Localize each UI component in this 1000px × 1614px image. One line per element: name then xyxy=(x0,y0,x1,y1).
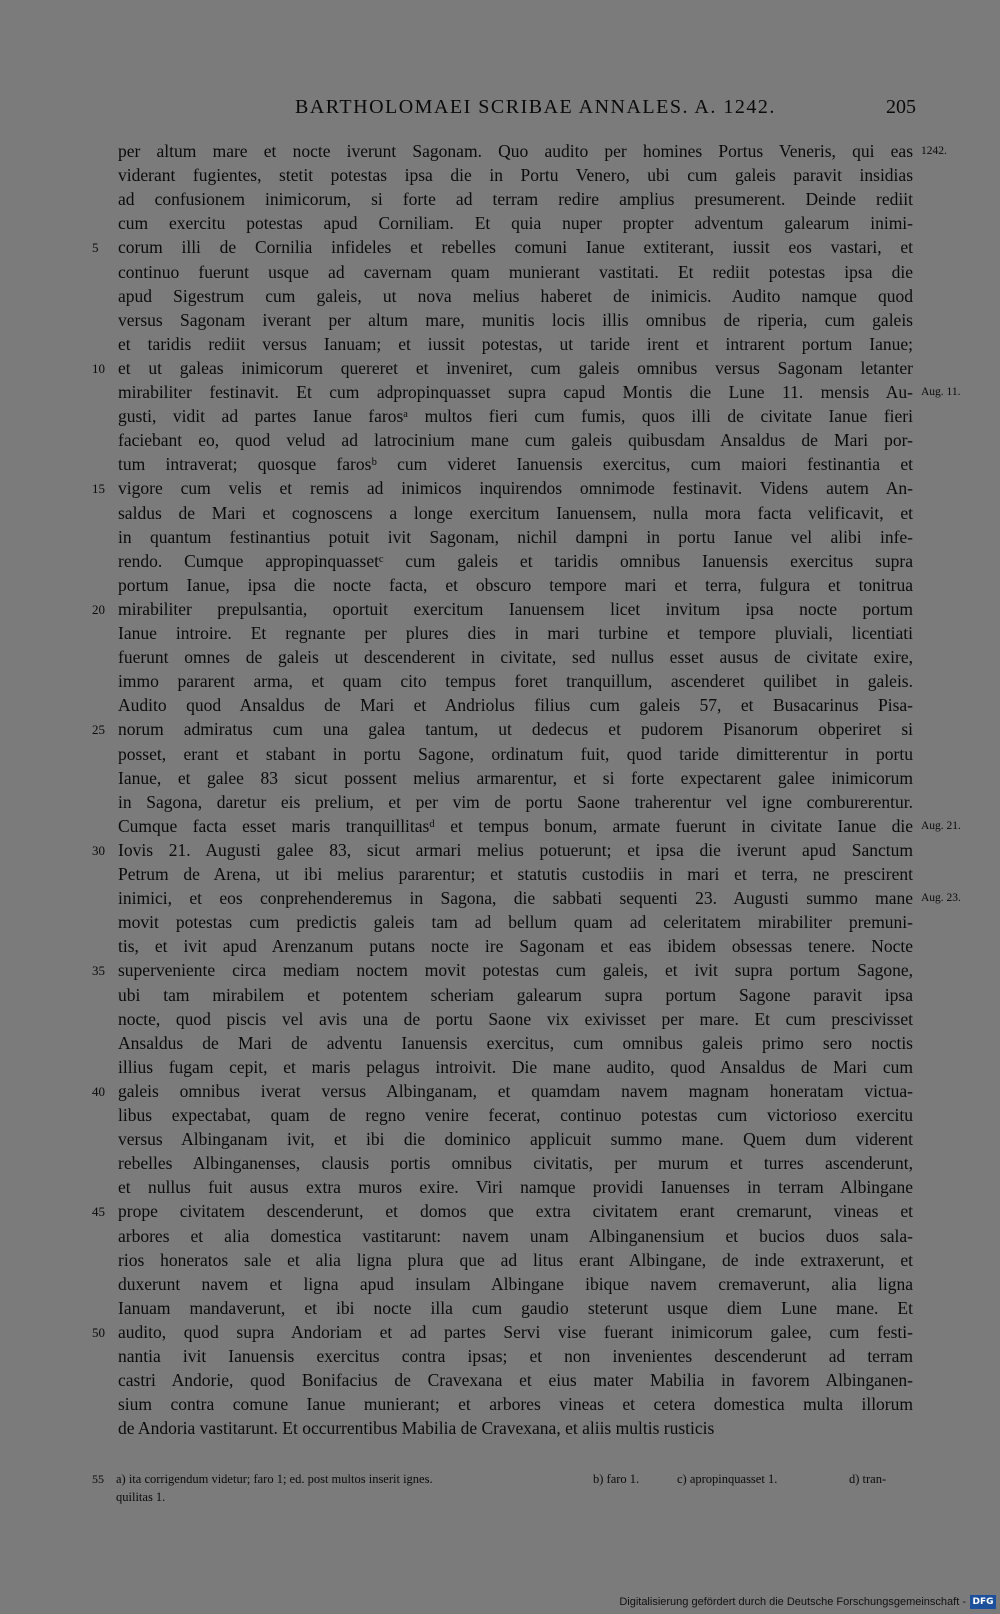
line-number: 15 xyxy=(92,481,105,497)
text-line xyxy=(0,1031,1000,1055)
line-text: immo pararent arma, et quam cito tempus foret tranquillum, ascenderet quilibet in galeis. xyxy=(118,671,913,692)
line-text: versus Sagonam iverant per altum mare, munitis locis illis omnibus de riperia, cum galeis xyxy=(118,309,913,330)
line-text: et taridis rediit versus Ianuam; et iussit potestas, ut taride irent et intrarent portum Ianue; xyxy=(118,333,913,354)
line-text: vigore cum velis et remis ad inimicos inquirendos omnimode festinavit. Videns autem An- xyxy=(118,478,913,499)
text-line xyxy=(0,934,1000,958)
line-text: castri Andorie, quod Bonifacius de Cravexana et eius mater Mabilia in favorem Albinganen- xyxy=(118,1370,913,1391)
text-line xyxy=(0,187,1000,211)
line-text: in Sagona, daretur eis prelium, et per vim de portu Saone traherentur vel igne comburerentur. xyxy=(118,791,913,812)
line-number: 40 xyxy=(92,1083,105,1099)
text-line xyxy=(0,452,1000,476)
text-line xyxy=(0,983,1000,1007)
text-line xyxy=(0,1224,1000,1248)
line-text: movit potestas cum predictis galeis tam ad bellum quam ad celeritatem mirabiliter premuni- xyxy=(118,912,913,933)
line-text: Ianue, et galee 83 sicut possent melius armarentur, et si forte expectarent galee inimicorum xyxy=(118,767,913,788)
line-text: Ianuam mandaverunt, et ibi nocte illa cum gaudio steterunt usque diem Lune mane. Et xyxy=(118,1297,913,1318)
text-line xyxy=(0,958,1000,982)
line-text: galeis omnibus iverat versus Albinganam, et quamdam navem magnam honeratam victua- xyxy=(118,1080,913,1101)
line-text: nocte, quod piscis vel avis una de portu Saone vix exivisset per mare. Et cum prescivisset xyxy=(118,1008,913,1029)
text-line xyxy=(0,1199,1000,1223)
line-text: Ianue introire. Et regnante per plures dies in mari turbine et tempore pluviali, licentiati xyxy=(118,623,913,643)
margin-date-note: Aug. 21. xyxy=(921,819,961,832)
text-line xyxy=(0,1248,1000,1272)
line-text: tis, et ivit apud Arenzanum putans nocte ire Sagonam et eas ibidem obsessas tenere. Nocte xyxy=(118,936,913,957)
text-line xyxy=(0,211,1000,235)
text-line xyxy=(0,597,1000,621)
line-text: et ut galeas inimicorum quereret et inveniret, cum galeis omnibus versus Sagonam letanter xyxy=(118,357,913,378)
text-line xyxy=(0,1296,1000,1320)
line-text: inimici, et eos conprehenderemus in Sagona, die sabbati sequenti 23. Augusti summo mane xyxy=(118,888,913,909)
line-text: duxerunt navem et ligna apud insulam Albingane ibique navem cremaverunt, alia ligna xyxy=(118,1273,913,1294)
text-line xyxy=(0,549,1000,573)
text-line xyxy=(0,428,1000,452)
dfg-logo-icon: DFG xyxy=(970,1595,996,1609)
text-line xyxy=(0,717,1000,741)
line-text: illius fugam cepit, et maris pelagus introivit. Die mane audito, quod Ansaldus de Mari cum xyxy=(118,1056,913,1077)
line-number: 45 xyxy=(92,1204,105,1220)
line-number: 5 xyxy=(92,240,99,256)
text-line xyxy=(0,693,1000,717)
text-line xyxy=(0,235,1000,259)
line-text: rebelles Albinganenses, clausis portis omnibus civitatis, per murum et turres ascenderunt, xyxy=(118,1153,913,1174)
page-header xyxy=(90,96,916,126)
page-number: 205 xyxy=(886,96,916,118)
line-text: posset, erant et stabant in portu Sagone, ordinatum fuit, quod taride dimitterentur in portu xyxy=(118,743,913,764)
text-line xyxy=(0,163,1000,187)
line-text: versus Albinganam ivit, et ibi die dominico applicuit summo mane. Quem dum viderent xyxy=(118,1129,913,1150)
footer-text: Digitalisierung gefördert durch die Deutsche Forschungsgemeinschaft - xyxy=(619,1596,966,1608)
line-text: Petrum de Arena, ut ibi melius pararentur; et statutis custodiis in mari et terra, ne prescirent xyxy=(118,864,913,884)
footnote-line-number: 55 xyxy=(92,1472,104,1486)
line-text: continuo fuerunt usque ad cavernam quam munierant vastitati. Et rediit potestas ipsa die xyxy=(118,261,913,282)
line-text: cum exercitu potestas apud Corniliam. Et quia nuper propter adventum galearum inimi- xyxy=(118,213,913,234)
line-text: de Andoria vastitarunt. Et occurrentibus Mabilia de Cravexana, et aliis multis rusticis xyxy=(118,1418,715,1439)
text-line xyxy=(0,1344,1000,1368)
text-line xyxy=(0,404,1000,428)
footnote-d-continuation: quilitas 1. xyxy=(116,1490,166,1504)
text-line xyxy=(0,1416,1000,1440)
line-text: nantia ivit Ianuensis exercitus contra ipsas; et non invenientes descenderunt ad terram xyxy=(118,1346,913,1366)
line-text: prope civitatem descenderunt, et domos que extra civitatem erant cremarunt, vineas et xyxy=(118,1201,913,1222)
line-text: rios honeratos sale et alia ligna plura que ad litus erant Albingane, de inde extraxerunt, et xyxy=(118,1249,913,1270)
line-text: Cumque facta esset maris tranquillitasᵈ et tempus bonum, armate fuerunt in civitate Ianue die xyxy=(118,815,913,836)
running-head: BARTHOLOMAEI SCRIBAE ANNALES. A. 1242. xyxy=(295,96,776,118)
text-line xyxy=(0,886,1000,910)
line-text: rendo. Cumque appropinquassetᶜ cum galeis et taridis omnibus Ianuensis exercitus supra xyxy=(118,550,913,571)
line-text: et nullus fuit ausus extra muros exire. Viri namque providi Ianuenses in terram Albingane xyxy=(118,1177,913,1198)
text-line xyxy=(0,621,1000,645)
line-number: 20 xyxy=(92,601,105,617)
line-number: 10 xyxy=(92,360,105,376)
line-text: norum admiratus cum una galea tantum, ut dedecus et pudorem Pisanorum obperiret si xyxy=(118,719,913,740)
text-line xyxy=(0,669,1000,693)
line-text: corum illi de Cornilia infideles et rebelles comuni Ianue extiterant, iussit eos vastari, et xyxy=(118,237,913,258)
line-text: Iovis 21. Augusti galee 83, sicut armari melius potuerunt; et ipsa die iverunt apud Sanctum xyxy=(118,839,913,860)
line-text: per altum mare et nocte iverunt Sagonam. Quo audito per homines Portus Veneris, qui eas xyxy=(118,141,913,161)
line-text: superveniente circa mediam noctem movit potestas cum galeis, et ivit supra portum Sagone, xyxy=(118,960,913,981)
text-line xyxy=(0,1103,1000,1127)
footnote-c: c) apropinquasset 1. xyxy=(677,1472,778,1486)
text-line xyxy=(0,380,1000,404)
text-line xyxy=(0,814,1000,838)
line-text: saldus de Mari et cognoscens a longe exercitum Ianuensem, nulla mora facta velificavit, et xyxy=(118,502,913,523)
line-text: ad confusionem inimicorum, si forte ad terram redire amplius presumerent. Deinde rediit xyxy=(118,189,913,210)
text-line xyxy=(0,1272,1000,1296)
line-text: mirabiliter prepulsantia, oportuit exercitum Ianuensem licet invitum ipsa nocte portum xyxy=(118,598,913,619)
line-text: audito, quod supra Andoriam et ad partes Servi vise fuerant inimicorum galee, cum festi- xyxy=(118,1321,913,1342)
line-text: mirabiliter festinavit. Et cum adpropinquasset supra capud Montis die Lune 11. mensis Au- xyxy=(118,382,913,402)
text-line xyxy=(0,742,1000,766)
text-line xyxy=(0,501,1000,525)
text-line xyxy=(0,573,1000,597)
text-line xyxy=(0,476,1000,500)
line-text: faciebant eo, quod velud ad latrocinium mane cum galeis quibusdam Ansaldus de Mari por- xyxy=(118,430,913,451)
margin-date-note: Aug. 23. xyxy=(921,892,961,905)
line-text: fuerunt omnes de galeis ut descenderent in civitate, sed nullus esset ausus de civitate exire, xyxy=(118,647,913,668)
line-text: ubi tam mirabilem et potentem scheriam galearum supra portum Sagone paravit ipsa xyxy=(118,984,913,1005)
margin-date-note: 1242. xyxy=(921,145,947,157)
text-line xyxy=(0,838,1000,862)
line-number: 35 xyxy=(92,963,105,979)
line-text: libus expectabat, quam de regno venire fecerat, continuo potestas cum victorioso exercitu xyxy=(118,1105,913,1125)
text-line xyxy=(0,1368,1000,1392)
text-line xyxy=(0,1320,1000,1344)
line-text: arbores et alia domestica vastitarunt: navem unam Albinganensium et bucios duos sala- xyxy=(118,1225,913,1246)
text-line xyxy=(0,645,1000,669)
line-text: portum Ianue, ipsa die nocte facta, et obscuro tempore mari et terra, fulgura et tonitrua xyxy=(118,574,913,595)
text-line xyxy=(0,1175,1000,1199)
text-line xyxy=(0,308,1000,332)
text-line xyxy=(0,1007,1000,1031)
line-text: sium contra comune Ianue munierant; et arbores vineas et cetera domestica multa illorum xyxy=(118,1394,913,1415)
footnote-b: b) faro 1. xyxy=(593,1472,640,1486)
line-text: in quantum festinantius potuit ivit Sagonam, nichil dampni in portu Ianue vel alibi infe- xyxy=(118,526,913,547)
text-line xyxy=(0,332,1000,356)
digitization-banner xyxy=(619,1594,996,1610)
text-line xyxy=(0,862,1000,886)
text-line xyxy=(0,910,1000,934)
footnote-d: d) tran- xyxy=(849,1472,887,1486)
footnote-a: a) ita corrigendum videtur; faro 1; ed. post multos inserit ignes. xyxy=(116,1472,433,1486)
line-text: viderant fugientes, stetit potestas ipsa die in Portu Venero, ubi cum galeis paravit insidias xyxy=(118,165,913,186)
text-line xyxy=(0,790,1000,814)
line-text: Audito quod Ansaldus de Mari et Andriolus filius cum galeis 57, et Busacarinus Pisa- xyxy=(118,695,913,716)
line-number: 50 xyxy=(92,1324,105,1340)
text-line xyxy=(0,766,1000,790)
line-number: 30 xyxy=(92,842,105,858)
line-text: Ansaldus de Mari de adventu Ianuensis exercitus, cum omnibus galeis primo sero noctis xyxy=(118,1032,913,1053)
text-line xyxy=(0,1151,1000,1175)
margin-date-note: Aug. 11. xyxy=(921,386,961,398)
footnotes xyxy=(90,1470,920,1506)
text-line xyxy=(0,284,1000,308)
line-text: gusti, vidit ad partes Ianue farosᵃ multos fieri cum fumis, quos illi de civitate Ianue fieri xyxy=(118,406,913,427)
line-text: tum intraverat; quosque farosᵇ cum videret Ianuensis exercitus, cum maiori festinantia et xyxy=(118,454,913,475)
text-line xyxy=(0,356,1000,380)
text-line xyxy=(0,1055,1000,1079)
line-number: 25 xyxy=(92,722,105,738)
line-text: apud Sigestrum cum galeis, ut nova melius haberet de inimicis. Audito namque quod xyxy=(118,285,913,306)
text-line xyxy=(0,1127,1000,1151)
text-line xyxy=(0,1079,1000,1103)
text-line xyxy=(0,139,1000,163)
text-line xyxy=(0,260,1000,284)
text-line xyxy=(0,1392,1000,1416)
text-line xyxy=(0,525,1000,549)
